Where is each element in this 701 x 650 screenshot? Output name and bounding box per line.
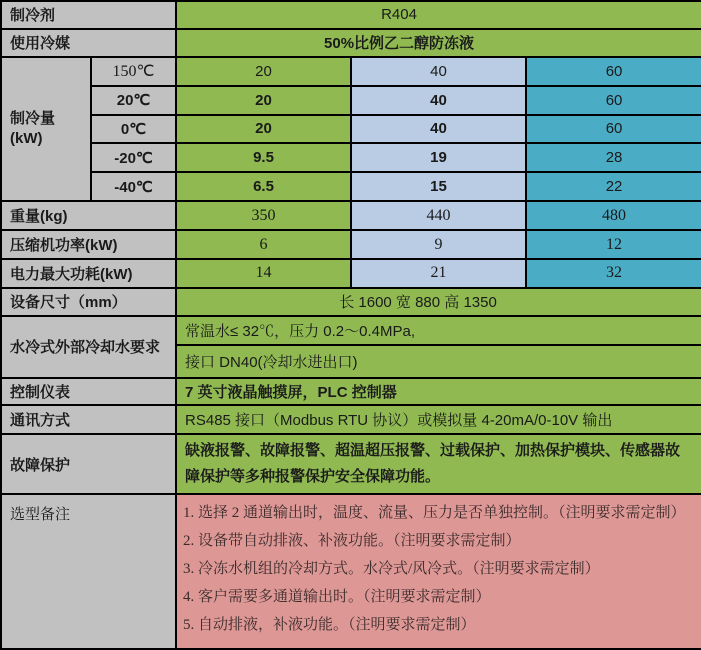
control-value: 7 英寸液晶触摸屏，PLC 控制器 <box>176 378 701 406</box>
capacity-minus20-col3: 28 <box>526 143 701 172</box>
note-line-2: 2. 设备带自动排液、补液功能。（注明要求需定制） <box>183 533 521 550</box>
capacity-20-col1: 20 <box>176 86 351 115</box>
temp-minus40: -40℃ <box>91 172 176 201</box>
capacity-0-col2: 40 <box>351 115 526 144</box>
communication-value: RS485 接口（Modbus RTU 协议）或模拟量 4-20mA/0-10V 输出 <box>176 405 701 434</box>
capacity-minus20-col2: 19 <box>351 143 526 172</box>
capacity-20-col2: 40 <box>351 86 526 115</box>
max-power-col1: 14 <box>176 259 351 288</box>
row-label-communication: 通讯方式 <box>1 405 176 434</box>
capacity-150-col3: 60 <box>526 57 701 86</box>
note-line-3: 3. 冷冻水机组的冷却方式。水冷式/风冷式。（注明要求需定制） <box>183 561 600 578</box>
compressor-power-col2: 9 <box>351 230 526 259</box>
note-line-5: 5. 自动排液，补液功能。（注明要求需定制） <box>183 617 476 634</box>
row-label-capacity <box>1 57 91 201</box>
max-power-col2: 21 <box>351 259 526 288</box>
cooling-water-line2: 接口 DN40(冷却水进出口) <box>176 345 701 378</box>
notes-cell <box>176 494 701 649</box>
row-label-coolant: 使用冷媒 <box>1 29 176 57</box>
weight-col2: 440 <box>351 201 526 230</box>
compressor-power-col3: 12 <box>526 230 701 259</box>
capacity-150-col2: 40 <box>351 57 526 86</box>
row-label-max-power: 电力最大功耗(kW) <box>1 259 176 288</box>
fault-protection-value: 缺液报警、故障报警、超温超压报警、过载保护、加热保护模块、传感器故障保护等多种报警保护安全保障功能。 <box>176 434 701 494</box>
row-label-weight: 重量(kg) <box>1 201 176 230</box>
cooling-water-line1: 常温水≤ 32℃，压力 0.2～0.4MPa, <box>176 316 701 345</box>
capacity-label: 制冷量 <box>10 109 56 127</box>
capacity-minus40-col2: 15 <box>351 172 526 201</box>
note-line-4: 4. 客户需要多通道输出时。（注明要求需定制） <box>183 589 491 606</box>
coolant-value: 50%比例乙二醇防冻液 <box>176 29 701 57</box>
capacity-150-col1: 20 <box>176 57 351 86</box>
capacity-minus40-col1: 6.5 <box>176 172 351 201</box>
row-label-fault-protection: 故障保护 <box>1 434 176 494</box>
capacity-0-col1: 20 <box>176 115 351 144</box>
capacity-0-col3: 60 <box>526 115 701 144</box>
capacity-20-col3: 60 <box>526 86 701 115</box>
temp-minus20: -20℃ <box>91 143 176 172</box>
row-label-dimensions: 设备尺寸（mm） <box>1 288 176 316</box>
refrigerant-value: R404 <box>176 1 701 29</box>
weight-col1: 350 <box>176 201 351 230</box>
capacity-minus20-col1: 9.5 <box>176 143 351 172</box>
row-label-control: 控制仪表 <box>1 378 176 406</box>
row-label-refrigerant: 制冷剂 <box>1 1 176 29</box>
weight-col3: 480 <box>526 201 701 230</box>
note-line-1: 1. 选择 2 通道输出时，温度、流量、压力是否单独控制。（注明要求需定制） <box>183 505 686 522</box>
row-label-notes: 选型备注 <box>1 494 176 649</box>
temp-20: 20℃ <box>91 86 176 115</box>
compressor-power-col1: 6 <box>176 230 351 259</box>
max-power-col3: 32 <box>526 259 701 288</box>
row-label-compressor-power: 压缩机功率(kW) <box>1 230 176 259</box>
temp-150: 150℃ <box>91 57 176 86</box>
capacity-minus40-col3: 22 <box>526 172 701 201</box>
capacity-unit: (kW) <box>10 129 43 147</box>
dimensions-value: 长 1600 宽 880 高 1350 <box>176 288 701 316</box>
row-label-cooling-water: 水冷式外部冷却水要求 <box>1 316 176 378</box>
temp-0: 0℃ <box>91 115 176 144</box>
